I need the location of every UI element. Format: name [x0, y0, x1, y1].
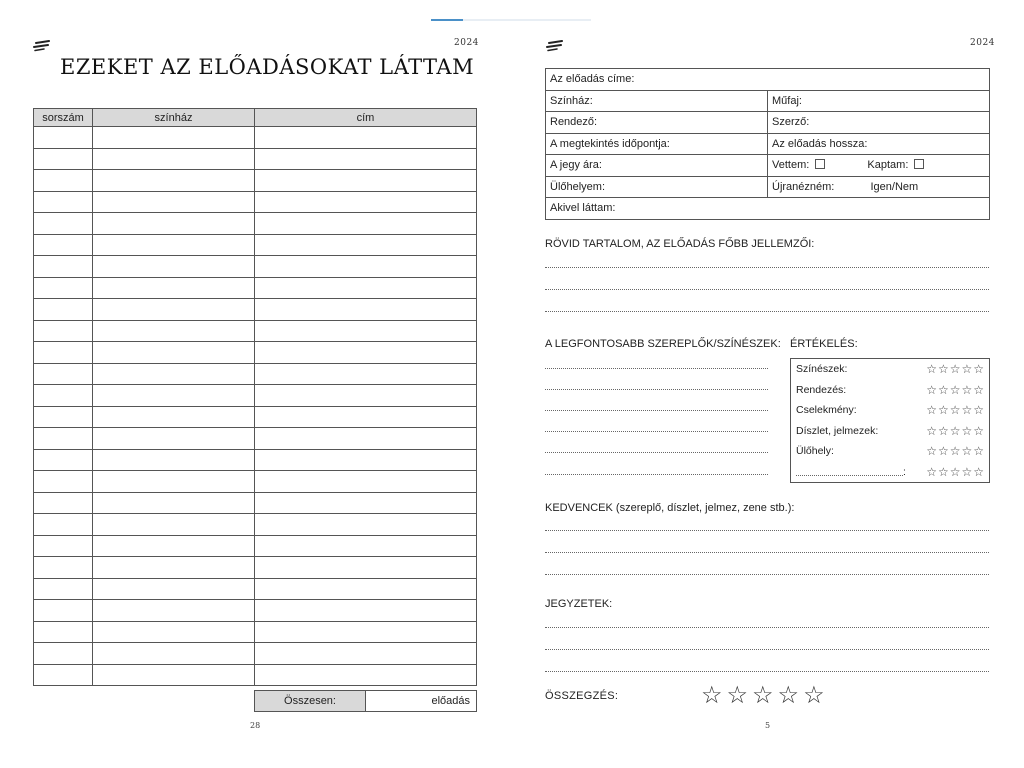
- rewatch-cell: [768, 176, 990, 198]
- theatre-cell[interactable]: [93, 342, 255, 364]
- star-rating-icon[interactable]: ☆☆☆☆☆: [926, 464, 985, 479]
- writing-line[interactable]: [545, 552, 989, 553]
- table-row: [34, 557, 477, 579]
- number-cell[interactable]: [34, 170, 93, 192]
- title-cell[interactable]: [255, 514, 477, 536]
- table-row: [34, 213, 477, 235]
- number-cell[interactable]: [34, 664, 93, 686]
- table-row: [34, 535, 477, 557]
- table-row: [34, 449, 477, 471]
- total-label: Összesen:: [255, 691, 366, 712]
- title-cell[interactable]: [255, 256, 477, 278]
- title-cell[interactable]: [255, 213, 477, 235]
- cast-heading: A LEGFONTOSABB SZEREPLŐK/SZÍNÉSZEK:: [545, 338, 781, 350]
- number-cell[interactable]: [34, 256, 93, 278]
- cast-writing-line[interactable]: [545, 410, 768, 411]
- table-row: [34, 170, 477, 192]
- title-cell[interactable]: [255, 342, 477, 364]
- theatre-cell[interactable]: [93, 514, 255, 536]
- rating-label: Cselekmény:: [796, 404, 857, 416]
- table-row: [34, 664, 477, 686]
- table-row: [34, 320, 477, 342]
- field-theatre[interactable]: Színház:: [546, 90, 768, 112]
- title-cell[interactable]: [255, 385, 477, 407]
- title-cell[interactable]: [255, 621, 477, 643]
- table-row: [34, 578, 477, 600]
- theatre-cell[interactable]: [93, 363, 255, 385]
- year-label: 2024: [454, 38, 479, 48]
- table-row: [34, 256, 477, 278]
- theatre-cell[interactable]: [93, 277, 255, 299]
- theatre-cell[interactable]: [93, 492, 255, 514]
- writing-line[interactable]: [545, 649, 989, 650]
- field-price[interactable]: A jegy ára:: [546, 155, 768, 177]
- title-cell[interactable]: [255, 406, 477, 428]
- table-row: [34, 342, 477, 364]
- overall-star-rating-icon[interactable]: ☆☆☆☆☆: [701, 682, 829, 709]
- table-row: [34, 148, 477, 170]
- field-title[interactable]: Az előadás címe:: [546, 69, 990, 91]
- brush-logo-icon: [33, 40, 51, 52]
- number-cell[interactable]: [34, 191, 93, 213]
- cast-writing-line[interactable]: [545, 452, 768, 453]
- title-cell[interactable]: [255, 664, 477, 686]
- rating-row-set: [791, 421, 989, 442]
- title-cell[interactable]: [255, 320, 477, 342]
- number-cell[interactable]: [34, 385, 93, 407]
- total-value-field[interactable]: előadás: [366, 691, 477, 712]
- writing-line[interactable]: [545, 574, 989, 575]
- theatre-cell[interactable]: [93, 213, 255, 235]
- theatre-cell[interactable]: [93, 385, 255, 407]
- column-header-theatre: színház: [93, 109, 255, 127]
- number-cell[interactable]: [34, 277, 93, 299]
- theatre-cell[interactable]: [93, 557, 255, 579]
- writing-line[interactable]: [545, 627, 989, 628]
- field-seat[interactable]: Ülőhelyem:: [546, 176, 768, 198]
- number-cell[interactable]: [34, 127, 93, 149]
- got-checkbox[interactable]: [914, 159, 924, 169]
- star-rating-icon[interactable]: ☆☆☆☆☆: [926, 423, 985, 438]
- number-cell[interactable]: [34, 234, 93, 256]
- favourites-heading: KEDVENCEK (szereplő, díszlet, jelmez, zene stb.):: [545, 502, 795, 514]
- number-cell[interactable]: [34, 342, 93, 364]
- table-row: [34, 428, 477, 450]
- year-label: 2024: [970, 38, 995, 48]
- theatre-cell[interactable]: [93, 428, 255, 450]
- page-number: 28: [250, 721, 261, 730]
- total-box: [254, 690, 477, 712]
- number-cell[interactable]: [34, 320, 93, 342]
- number-cell[interactable]: [34, 406, 93, 428]
- rating-row-directing: [791, 380, 989, 401]
- number-cell[interactable]: [34, 299, 93, 321]
- title-cell[interactable]: [255, 535, 477, 557]
- number-cell[interactable]: [34, 449, 93, 471]
- number-cell[interactable]: [34, 643, 93, 665]
- table-row: [34, 514, 477, 536]
- rating-row-plot: [791, 400, 989, 421]
- page-number: 5: [765, 721, 771, 730]
- title-cell[interactable]: [255, 471, 477, 493]
- theatre-cell[interactable]: [93, 191, 255, 213]
- title-cell[interactable]: [255, 449, 477, 471]
- writing-line[interactable]: [545, 530, 989, 531]
- title-cell[interactable]: [255, 170, 477, 192]
- title-cell[interactable]: [255, 148, 477, 170]
- table-row: [34, 299, 477, 321]
- rating-box: [790, 358, 990, 483]
- title-cell[interactable]: [255, 363, 477, 385]
- table-row: [34, 600, 477, 622]
- theatre-cell[interactable]: [93, 643, 255, 665]
- title-cell[interactable]: [255, 578, 477, 600]
- writing-line[interactable]: [545, 289, 989, 290]
- brush-logo-icon: [546, 40, 564, 52]
- performance-list-table: [33, 108, 477, 686]
- cast-writing-line[interactable]: [545, 474, 768, 475]
- table-row: [34, 492, 477, 514]
- number-cell[interactable]: [34, 557, 93, 579]
- table-row: [34, 471, 477, 493]
- title-cell[interactable]: [255, 428, 477, 450]
- field-with[interactable]: Akivel láttam:: [546, 198, 990, 220]
- notes-heading: JEGYZETEK:: [545, 598, 613, 610]
- star-rating-icon[interactable]: ☆☆☆☆☆: [926, 362, 985, 376]
- number-cell[interactable]: [34, 363, 93, 385]
- field-length[interactable]: Az előadás hossza:: [768, 133, 990, 155]
- title-cell[interactable]: [255, 277, 477, 299]
- field-author[interactable]: Szerző:: [768, 112, 990, 134]
- theatre-cell[interactable]: [93, 578, 255, 600]
- rewatch-options[interactable]: Igen/Nem: [870, 180, 919, 193]
- table-row: [34, 643, 477, 665]
- table-row: [34, 385, 477, 407]
- rating-heading: ÉRTÉKELÉS:: [790, 338, 858, 350]
- rating-label: Rendezés:: [796, 383, 847, 396]
- performance-info-table: [545, 68, 990, 220]
- rating-label: Színészek:: [796, 363, 848, 375]
- theatre-cell[interactable]: [93, 148, 255, 170]
- cast-writing-line[interactable]: [545, 368, 768, 369]
- table-row: [34, 127, 477, 149]
- theatre-cell[interactable]: [93, 471, 255, 493]
- number-cell[interactable]: [34, 535, 93, 557]
- table-row: [34, 363, 477, 385]
- left-page: [0, 0, 500, 768]
- rating-colon: :: [903, 465, 906, 478]
- number-cell[interactable]: [34, 578, 93, 600]
- table-row: [34, 234, 477, 256]
- page-title: EZEKET AZ ELŐADÁSOKAT LÁTTAM: [60, 55, 475, 79]
- number-cell[interactable]: [34, 621, 93, 643]
- table-row: [34, 191, 477, 213]
- title-cell[interactable]: [255, 127, 477, 149]
- theatre-cell[interactable]: [93, 320, 255, 342]
- rating-label: Díszlet, jelmezek:: [796, 424, 879, 437]
- overall-heading: ÖSSZEGZÉS:: [545, 690, 619, 702]
- bought-checkbox[interactable]: [815, 159, 825, 169]
- table-row: [34, 406, 477, 428]
- rewatch-label: Újranézném:: [772, 180, 835, 193]
- star-rating-icon[interactable]: ☆☆☆☆☆: [926, 403, 985, 417]
- bought-label: Vettem:: [772, 159, 810, 172]
- cast-writing-line[interactable]: [545, 431, 768, 432]
- star-rating-icon[interactable]: ☆☆☆☆☆: [926, 382, 985, 397]
- title-cell[interactable]: [255, 600, 477, 622]
- got-label: Kaptam:: [867, 159, 909, 172]
- title-cell[interactable]: [255, 299, 477, 321]
- rating-row-custom: [791, 462, 989, 483]
- theatre-cell[interactable]: [93, 299, 255, 321]
- title-cell[interactable]: [255, 234, 477, 256]
- number-cell[interactable]: [34, 600, 93, 622]
- number-cell[interactable]: [34, 428, 93, 450]
- theatre-cell[interactable]: [93, 664, 255, 686]
- theatre-cell[interactable]: [93, 234, 255, 256]
- number-cell[interactable]: [34, 213, 93, 235]
- title-cell[interactable]: [255, 492, 477, 514]
- theatre-cell[interactable]: [93, 406, 255, 428]
- theatre-cell[interactable]: [93, 449, 255, 471]
- column-header-title: cím: [255, 109, 477, 127]
- star-rating-icon[interactable]: ☆☆☆☆☆: [926, 444, 985, 458]
- cast-writing-line[interactable]: [545, 389, 768, 390]
- number-cell[interactable]: [34, 471, 93, 493]
- right-page: [515, 0, 1024, 768]
- number-cell[interactable]: [34, 492, 93, 514]
- rating-row-seat: [791, 441, 989, 462]
- title-cell[interactable]: [255, 557, 477, 579]
- theatre-cell[interactable]: [93, 535, 255, 557]
- table-row: [34, 621, 477, 643]
- column-header-number: sorszám: [34, 109, 93, 127]
- writing-line[interactable]: [545, 311, 989, 312]
- custom-rating-field[interactable]: [796, 475, 903, 476]
- field-director[interactable]: Rendező:: [546, 112, 768, 134]
- theatre-cell[interactable]: [93, 127, 255, 149]
- writing-line[interactable]: [545, 671, 989, 672]
- rating-row-actors: [791, 359, 989, 380]
- number-cell[interactable]: [34, 514, 93, 536]
- theatre-cell[interactable]: [93, 600, 255, 622]
- field-date[interactable]: A megtekintés időpontja:: [546, 133, 768, 155]
- title-cell[interactable]: [255, 643, 477, 665]
- table-body: [34, 127, 477, 686]
- theatre-cell[interactable]: [93, 170, 255, 192]
- theatre-cell[interactable]: [93, 621, 255, 643]
- table-row: [34, 277, 477, 299]
- writing-line[interactable]: [545, 267, 989, 268]
- number-cell[interactable]: [34, 148, 93, 170]
- title-cell[interactable]: [255, 191, 477, 213]
- field-genre[interactable]: Műfaj:: [768, 90, 990, 112]
- rating-label: Ülőhely:: [796, 445, 834, 457]
- summary-heading: RÖVID TARTALOM, AZ ELŐADÁS FŐBB JELLEMZŐI:: [545, 238, 815, 250]
- ticket-source-cell: [768, 155, 990, 177]
- theatre-cell[interactable]: [93, 256, 255, 278]
